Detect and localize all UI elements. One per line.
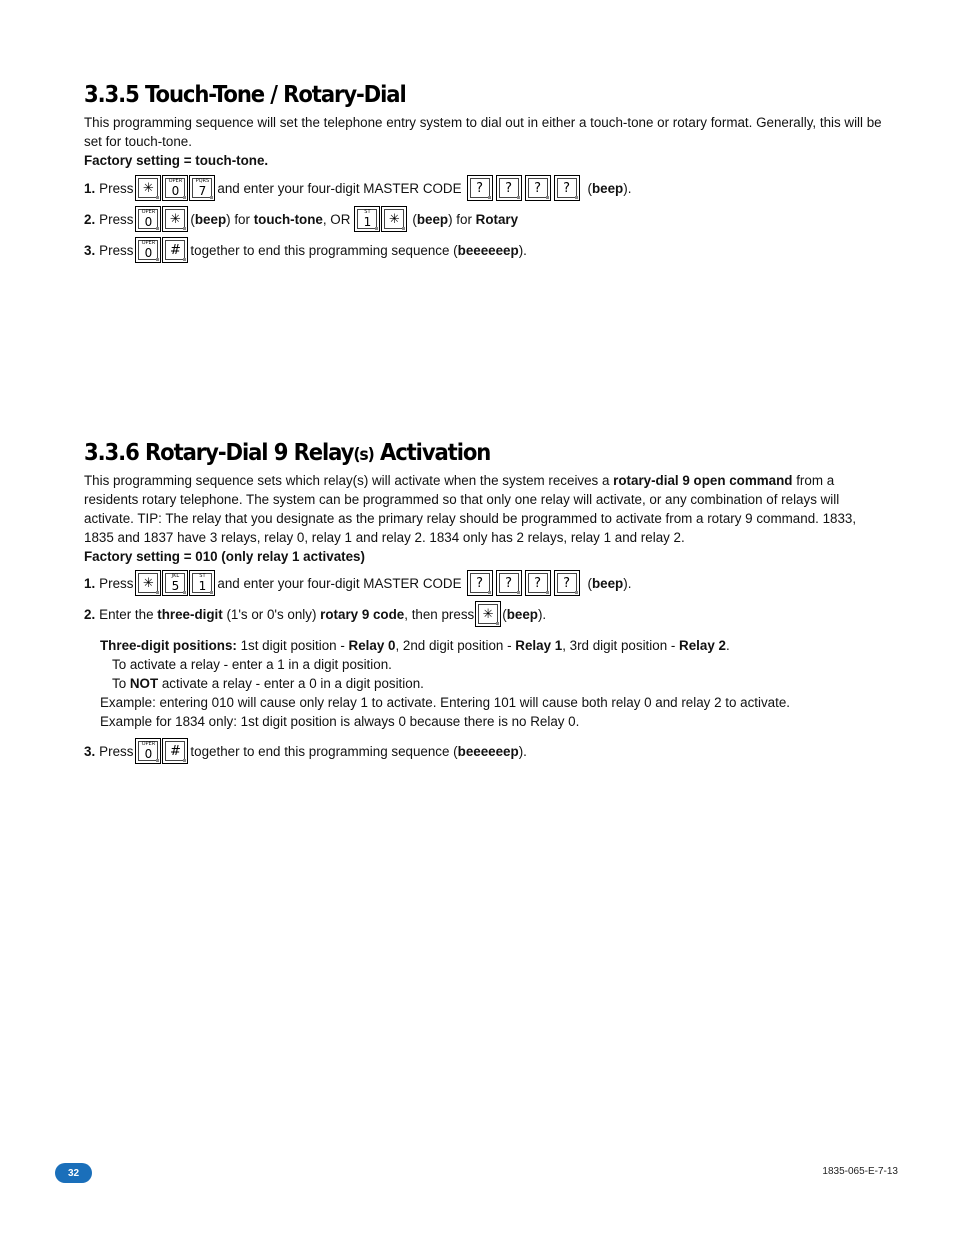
question-key-icon: ?	[554, 570, 580, 596]
factory-setting: Factory setting = touch-tone.	[84, 153, 269, 168]
steps-3-3-6	[84, 569, 884, 769]
example-line: Example for 1834 only: 1st digit position is always 0 because there is no Relay 0.	[100, 714, 580, 729]
question-key-icon: ?	[554, 175, 580, 201]
step-3: 3. Press OPER 0 # together to end this programming sequence ( beeeeeep ).	[84, 737, 527, 765]
key-1-icon: ST 1	[354, 206, 380, 232]
key-sequence	[135, 175, 215, 201]
document-number: 1835-065-E-7-13	[822, 1166, 898, 1177]
section-title: 3.3.6 Rotary-Dial 9 Relay(s) Activation	[84, 440, 491, 466]
key-0-icon: OPER 0	[135, 738, 161, 764]
question-key-icon: ?	[525, 570, 551, 596]
star-key-icon: ✳	[135, 570, 161, 596]
section-3-3-6-intro	[84, 471, 874, 566]
question-key-icon: ?	[467, 570, 493, 596]
steps-3-3-5	[84, 174, 884, 274]
step-1: 1. Press ✳ JKL 5 ST 1 and enter your four-digit MASTER CODE ? ? ? ? ( beep ).	[84, 569, 631, 597]
key-5-icon: JKL 5	[162, 570, 188, 596]
question-key-icon: ?	[467, 175, 493, 201]
factory-setting: Factory setting = 010 (only relay 1 activates)	[84, 549, 365, 564]
star-key-icon: ✳	[162, 206, 188, 232]
key-sequence	[135, 738, 188, 764]
key-sequence	[135, 570, 215, 596]
question-key-icon: ?	[496, 175, 522, 201]
key-0-icon: OPER 0	[162, 175, 188, 201]
example-line: Example: entering 010 will cause only relay 1 to activate. Entering 101 will cause both relay 0 and relay 2 to activate.	[100, 695, 791, 710]
star-key-icon: ✳	[135, 175, 161, 201]
section-title: 3.3.5 Touch-Tone / Rotary-Dial	[84, 82, 406, 108]
step-2: 2. Enter the three-digit (1's or 0's only) rotary 9 code , then press ✳ ( beep ).	[84, 600, 546, 628]
page-number-badge: 32	[55, 1163, 92, 1183]
key-sequence	[475, 601, 501, 627]
key-sequence	[135, 206, 188, 232]
question-key-icon: ?	[496, 570, 522, 596]
key-sequence	[135, 237, 188, 263]
hash-key-icon: #	[162, 237, 188, 263]
master-code-keys	[467, 175, 580, 201]
hash-key-icon: #	[162, 738, 188, 764]
step-2: 2. Press OPER 0 ✳ ( beep ) for touch-tone , OR ST 1 ✳ ( beep ) for Rotary	[84, 205, 518, 233]
step-1: 1. Press ✳ OPER 0 PQRS 7 and enter your four-digit MASTER CODE ? ? ? ? ( beep ).	[84, 174, 631, 202]
section-3-3-5	[84, 82, 884, 108]
key-7-icon: PQRS 7	[189, 175, 215, 201]
not-activate-line: To NOT activate a relay - enter a 0 in a digit position.	[112, 676, 424, 691]
master-code-keys	[467, 570, 580, 596]
intro-paragraph: This programming sequence sets which relay(s) will activate when the system receives a rotary-dial 9 open command from a residents rotary telephone. The system can be programmed so that only one relay will activate, or any combination of relays will activate. TIP: The relay that you designate as the primary relay should be programmed to activate from a rotary 9 command. 1833, 1835 and 1837 have 3 relays, relay 0, relay 1 and relay 2. 1834 only has 2 relays, relay 1 and relay 2.	[84, 473, 857, 545]
question-key-icon: ?	[525, 175, 551, 201]
key-sequence	[354, 206, 407, 232]
key-0-icon: OPER 0	[135, 206, 161, 232]
star-key-icon: ✳	[381, 206, 407, 232]
key-1-icon: ST 1	[189, 570, 215, 596]
star-key-icon: ✳	[475, 601, 501, 627]
key-0-icon: OPER 0	[135, 237, 161, 263]
section-3-3-5-intro	[84, 113, 884, 170]
intro-paragraph: This programming sequence will set the telephone entry system to dial out in either a touch-tone or rotary format. Generally, this will be set for touch-tone.	[84, 115, 882, 149]
digit-positions: Three-digit positions: 1st digit position - Relay 0, 2nd digit position - Relay 1, 3rd digit position - Relay 2.	[100, 638, 730, 653]
step-3: 3. Press OPER 0 # together to end this programming sequence ( beeeeeep ).	[84, 236, 527, 264]
section-3-3-6	[84, 440, 884, 466]
activate-line: To activate a relay - enter a 1 in a digit position.	[112, 657, 392, 672]
